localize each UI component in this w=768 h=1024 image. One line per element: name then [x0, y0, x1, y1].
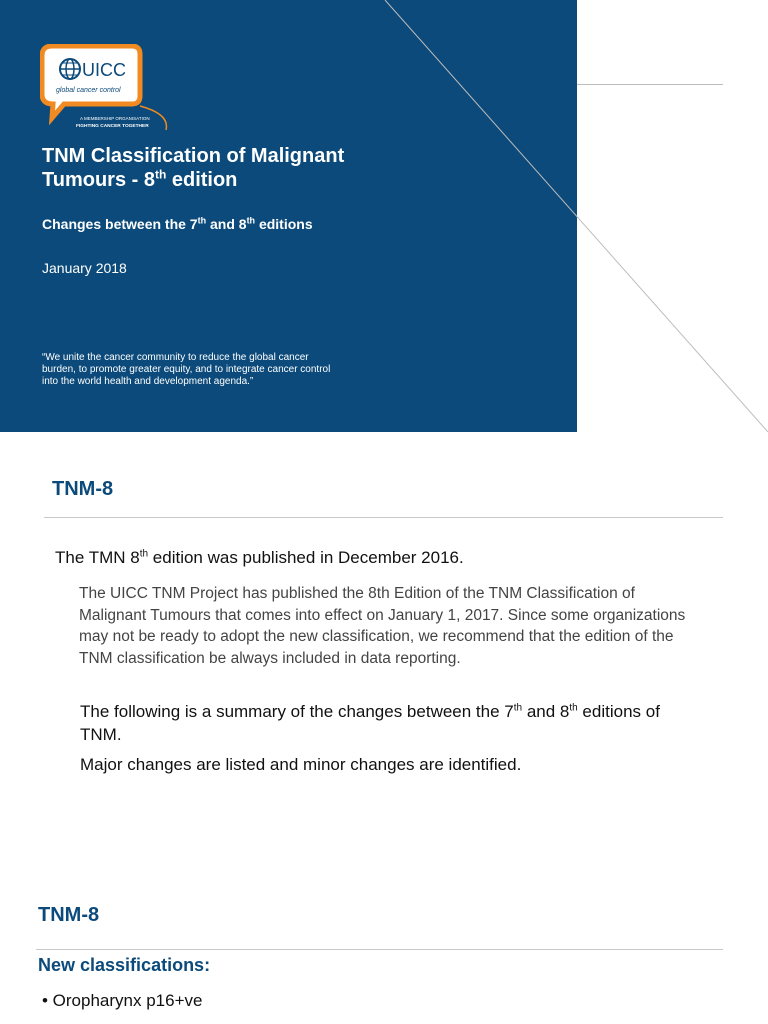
logo-motto: FIGHTING CANCER TOGETHER — [76, 124, 149, 129]
cover-title — [42, 144, 344, 192]
cover-date: January 2018 — [42, 260, 127, 276]
cover-subtitle: Changes between the 7th and 8th editions — [42, 215, 313, 232]
cover-title-line1: TNM Classification of Malignant — [42, 145, 345, 167]
slide2-body: The UICC TNM Project has published the 8th Edition of the TNM Classification of Malignant Tumours that comes into effect on January 1, 2017. Since some organizations may not be ready to adopt the new classification, we recommend that the edition of the TNM classification be always included in data reporting. — [79, 585, 686, 667]
logo-brand-text: UICC — [82, 60, 126, 80]
slide2-summary: The following is a summary of the changes between the 7th and 8th editions of TNM. — [80, 702, 660, 744]
tnm8-new-classifications-slide — [0, 864, 768, 1024]
slide2-heading-rule — [44, 517, 723, 518]
header-rule — [577, 84, 723, 85]
logo-membership: A MEMBERSHIP ORGANISATION — [80, 116, 150, 121]
slide3-heading-rule — [36, 949, 723, 950]
cover-quote: “We unite the cancer community to reduce the global cancer burden, to promote greater equity, and to integrate cancer control into the world health and development agenda.” — [42, 352, 331, 387]
slide3-section-title: New classifications: — [38, 955, 211, 975]
uicc-logo — [40, 44, 175, 134]
cover-title-line2: Tumours - 8th edition — [42, 167, 238, 191]
slide3-bullet-oropharynx: • Oropharynx p16+ve — [42, 991, 203, 1010]
tnm8-overview-slide — [0, 432, 768, 864]
slide2-major-changes: Major changes are listed and minor changes are identified. — [80, 755, 522, 774]
slide2-lead: The TMN 8th edition was published in December 2016. — [55, 548, 464, 567]
slide3-heading: TNM-8 — [38, 904, 100, 926]
slide2-heading: TNM-8 — [52, 478, 114, 500]
cover-slide — [0, 0, 768, 432]
logo-tagline: global cancer control — [56, 87, 121, 94]
